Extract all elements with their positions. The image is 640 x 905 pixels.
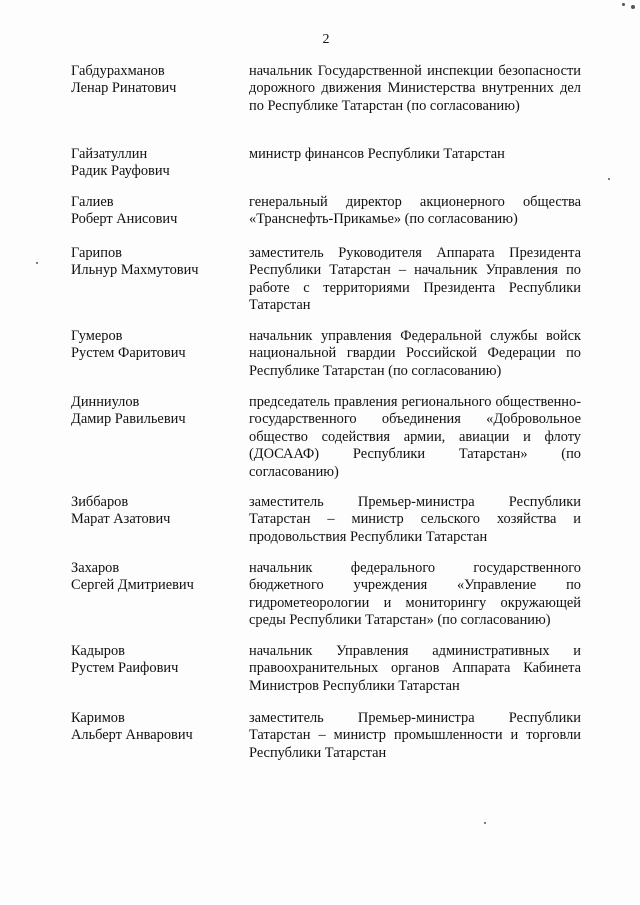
member-surname: Гайзатуллин [71, 146, 148, 162]
member-role: генеральный директор акционерного общества «Транснефть-Прикамье» (по согласованию) [249, 194, 581, 228]
member-role: заместитель Руководителя Аппарата Президента Республики Татарстан – начальник Управления по работе с территориями Президента Республики Татарстан [249, 245, 581, 314]
member-given-names: Радик Рауфович [71, 163, 170, 180]
member-role: председатель правления регионального общественно-государственного объединения «Добровольное общество содействия армии, авиации и флоту (ДОСААФ) Республики Татарстан» (по согласованию) [249, 394, 581, 480]
member-name [71, 194, 241, 229]
member-given-names: Рустем Раифович [71, 660, 179, 677]
member-role: заместитель Премьер-министра Республики Татарстан – министр сельского хозяйства и продовольствия Республики Татарстан [249, 494, 581, 545]
member-surname: Габдурахманов [71, 63, 165, 79]
member-name [71, 643, 241, 678]
member-given-names: Рустем Фаритович [71, 345, 186, 362]
member-name [71, 245, 241, 280]
member-given-names: Ильнур Махмутович [71, 262, 199, 279]
scan-speck [36, 262, 38, 264]
member-surname: Галиев [71, 194, 114, 210]
member-name [71, 494, 241, 529]
member-surname: Захаров [71, 560, 120, 576]
page-number: 2 [322, 32, 330, 47]
member-surname: Кадыров [71, 643, 125, 659]
member-given-names: Марат Азатович [71, 511, 171, 528]
member-surname: Динниулов [71, 394, 140, 410]
member-given-names: Роберт Анисович [71, 211, 178, 228]
scan-speck [484, 822, 486, 824]
member-role: начальник управления Федеральной службы войск национальной гвардии Российской Федерации по Республике Татарстан (по согласованию) [249, 328, 581, 379]
member-given-names: Сергей Дмитриевич [71, 577, 194, 594]
member-role: начальник Государственной инспекции безопасности дорожного движения Министерства внутренних дел по Республике Татарстан (по согласованию) [249, 63, 581, 114]
member-name [71, 710, 241, 745]
member-surname: Гумеров [71, 328, 123, 344]
member-role: начальник Управления административных и правоохранительных органов Аппарата Кабинета Министров Республики Татарстан [249, 643, 581, 694]
member-name [71, 560, 241, 595]
scan-speck [622, 3, 625, 6]
scan-speck [608, 178, 610, 180]
member-role: министр финансов Республики Татарстан [249, 146, 505, 162]
member-role: начальник федерального государственного бюджетного учреждения «Управление по гидрометеорологии и мониторингу окружающей среды Республики Татарстан» (по согласованию) [249, 560, 581, 629]
member-surname: Гарипов [71, 245, 122, 261]
member-given-names: Дамир Равильевич [71, 411, 186, 428]
scan-speck [631, 5, 635, 9]
member-name [71, 63, 241, 98]
member-role: заместитель Премьер-министра Республики Татарстан – министр промышленности и торговли Республики Татарстан [249, 710, 581, 761]
member-name [71, 146, 241, 181]
member-given-names: Ленар Ринатович [71, 80, 177, 97]
member-surname: Каримов [71, 710, 125, 726]
member-name [71, 394, 241, 429]
member-surname: Зиббаров [71, 494, 129, 510]
member-given-names: Альберт Анварович [71, 727, 193, 744]
member-name [71, 328, 241, 363]
